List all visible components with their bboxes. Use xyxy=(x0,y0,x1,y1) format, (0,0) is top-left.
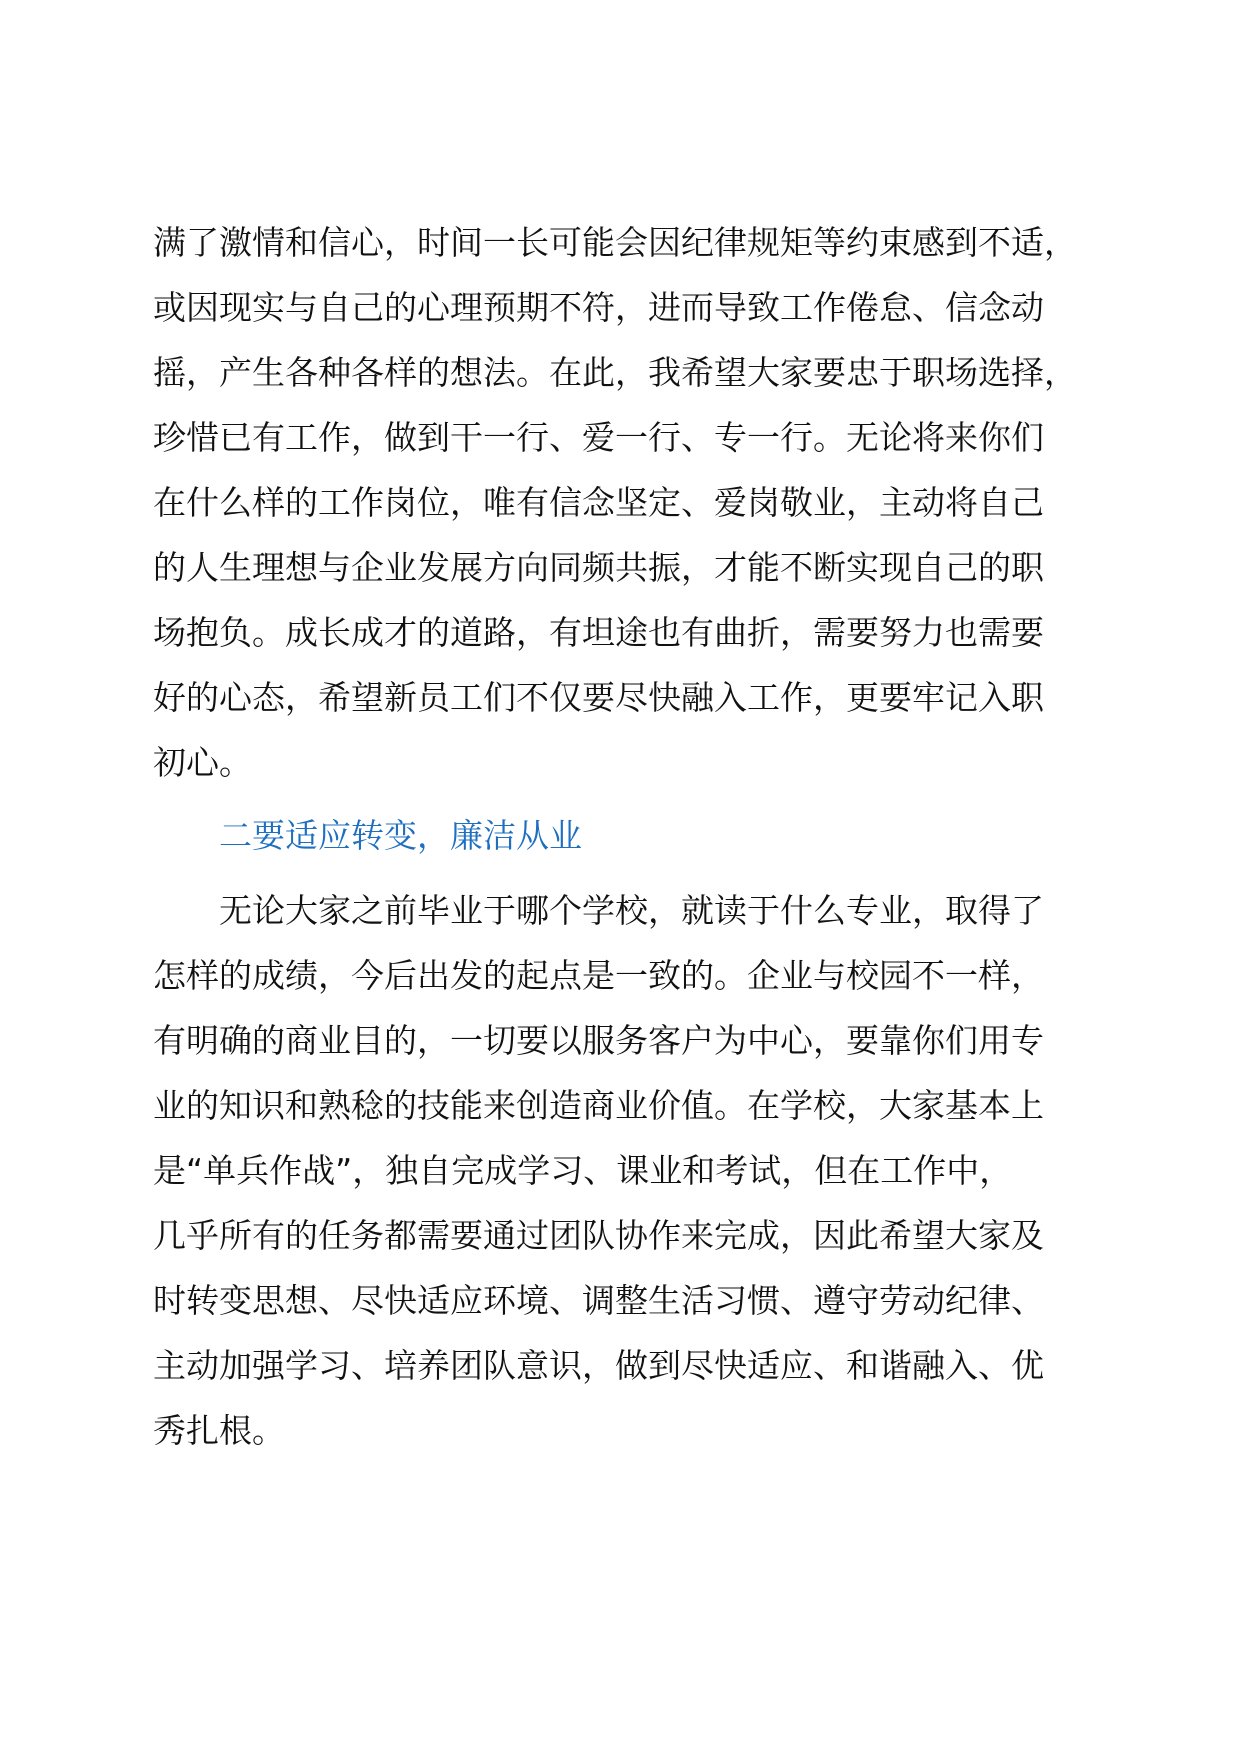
paragraph-2-line: 有明确的商业目的，一切要以服务客户为中心，要靠你们用专 xyxy=(153,1021,1044,1060)
paragraph-2-line: 业的知识和熟稔的技能来创造商业价值。在学校，大家基本上 xyxy=(153,1086,1044,1125)
paragraph-2-line: 无论大家之前毕业于哪个学校，就读于什么专业，取得了 xyxy=(219,891,1044,930)
paragraph-1-line: 摇，产生各种各样的想法。在此，我希望大家要忠于职场选择， xyxy=(153,353,1077,392)
paragraph-1-line: 满了激情和信心，时间一长可能会因纪律规矩等约束感到不适， xyxy=(153,223,1077,262)
paragraph-1-line: 的人生理想与企业发展方向同频共振，才能不断实现自己的职 xyxy=(153,548,1044,587)
paragraph-1 xyxy=(153,210,1113,795)
section-heading: 二要适应转变，廉洁从业 xyxy=(219,816,582,855)
paragraph-2-line: 时转变思想、尽快适应环境、调整生活习惯、遵守劳动纪律、 xyxy=(153,1281,1044,1320)
paragraph-1-line: 在什么样的工作岗位，唯有信念坚定、爱岗敬业，主动将自己 xyxy=(153,483,1044,522)
paragraph-2 xyxy=(153,878,1113,1463)
paragraph-2-line: 几乎所有的任务都需要通过团队协作来完成，因此希望大家及 xyxy=(153,1216,1044,1255)
document-body xyxy=(153,210,1113,1463)
paragraph-2-line: 是“单兵作战”，独自完成学习、课业和考试，但在工作中， xyxy=(153,1151,1013,1190)
paragraph-1-line: 珍惜已有工作，做到干一行、爱一行、专一行。无论将来你们 xyxy=(153,418,1044,457)
paragraph-1-line: 好的心态，希望新员工们不仅要尽快融入工作，更要牢记入职 xyxy=(153,678,1044,717)
paragraph-1-line: 场抱负。成长成才的道路，有坦途也有曲折，需要努力也需要 xyxy=(153,613,1044,652)
paragraph-2-line: 秀扎根。 xyxy=(153,1411,285,1450)
paragraph-1-line: 初心。 xyxy=(153,743,252,782)
paragraph-2-line: 怎样的成绩，今后出发的起点是一致的。企业与校园不一样， xyxy=(153,956,1044,995)
paragraph-1-line: 或因现实与自己的心理预期不符，进而导致工作倦怠、信念动 xyxy=(153,288,1044,327)
paragraph-2-line: 主动加强学习、培养团队意识，做到尽快适应、和谐融入、优 xyxy=(153,1346,1044,1385)
